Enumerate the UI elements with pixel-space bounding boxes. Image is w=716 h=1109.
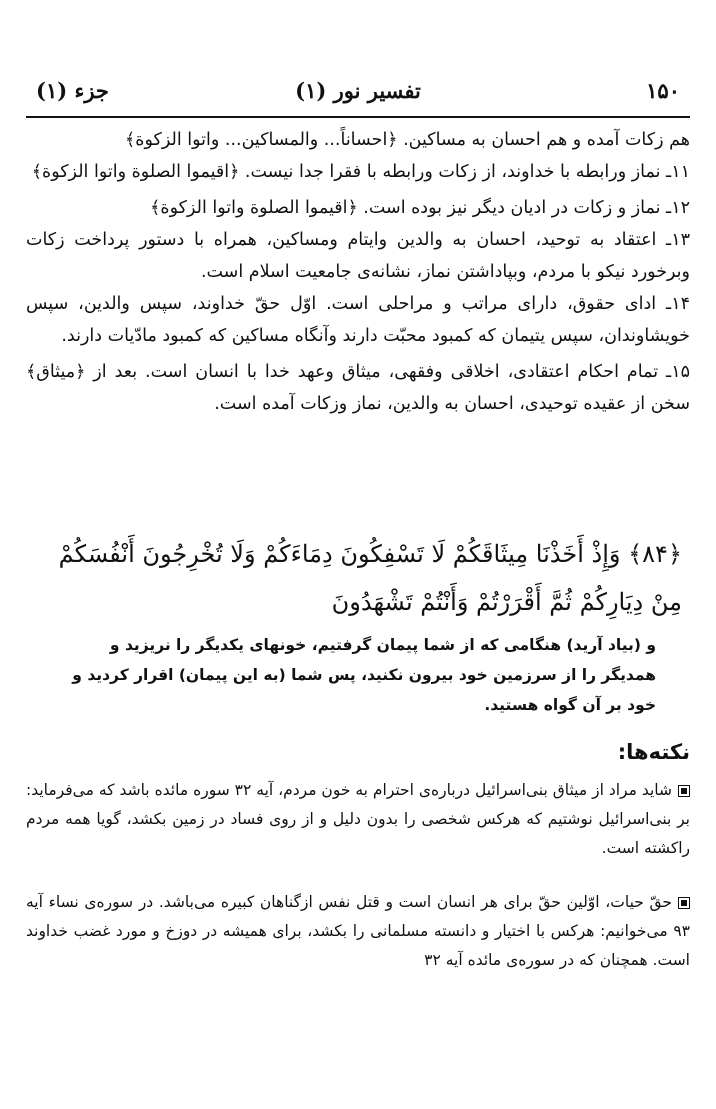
note-item xyxy=(26,888,690,975)
verse-line: ﴿۸۴﴾ وَإِذْ أَخَذْنَا مِيثَاقَكُمْ لَا تَسْفِكُونَ دِمَاءَكُمْ وَلَا تُخْرِجُونَ أَنْفُسَكُمْ xyxy=(58,540,682,568)
paragraph: ۱۴ـ ادای حقوق، دارای مراتب و مراحلی است. اوّل حقّ خداوند، سپس والدین، سپس خویشاوندان، سپس یتیمان که کمبود محبّت دارند وآنگاه مساکین که کمبود مادّیات دارند. xyxy=(26,294,690,346)
book-title: تفسیر نور (۱) xyxy=(295,78,421,103)
page-number: ۱۵۰ xyxy=(646,78,680,103)
notes-heading: نکته‌ها: xyxy=(617,740,690,764)
verse-line: مِنْ دِيَارِكُمْ ثُمَّ أَقْرَرْتُمْ وَأَنْتُمْ تَشْهَدُونَ xyxy=(331,588,682,616)
paragraph: ۱۳ـ اعتقاد به توحید، احسان به والدین وایتام ومساکین، همراه با دستور پرداخت زکات وبرخورد نیکو با مردم، وبپاداشتن نماز، نشانه‌ی جامعیت اسلام است. xyxy=(26,230,690,282)
note-item xyxy=(26,776,690,863)
page-header xyxy=(26,78,690,110)
paragraph: ۱۵ـ تمام احکام اعتقادی، اخلاقی وفقهی، میثاق وعهد خدا با انسان است. بعد از ﴿میثاق﴾ سخن از عقیده توحیدی، احسان به والدین، نماز وزکات آمده است. xyxy=(26,362,690,414)
note-text: شاید مراد از میثاق بنی‌اسرائیل درباره‌ی احترام به خون مردم، آیه ۳۲ سوره مائده باشد که می‌فرماید: بر بنی‌اسرائیل نوشتیم که هرکس شخصی را بدون دلیل و از روی فساد در زمین بکشد، گویا همه مردم راکشته است. xyxy=(26,781,690,857)
paragraph-block xyxy=(26,124,690,420)
paragraph: ۱۲ـ نماز و زکات در ادیان دیگر نیز بوده است. ﴿اقیموا الصلوة واتوا الزکوة﴾ xyxy=(150,198,690,218)
square-bullet-icon xyxy=(678,785,690,797)
paragraph: ۱۱ـ نماز ورابطه با خداوند، از زکات ورابطه با فقرا جدا نیست. ﴿اقیموا الصلوة واتوا الزکوة﴾ xyxy=(31,162,690,182)
part-label: جزء (۱) xyxy=(36,78,109,103)
header-rule xyxy=(26,116,690,118)
quran-verse xyxy=(32,530,682,626)
square-bullet-icon xyxy=(678,897,690,909)
paragraph: هم زکات آمده و هم احسان به مساکین. ﴿احساناً... والمساکین... واتوا الزکوة﴾ xyxy=(125,130,690,150)
note-text: حقّ حیات، اوّلین حقّ برای هر انسان است و قتل نفس ازگناهان کبیره می‌باشد. در سوره‌ی نساء آیه ۹۳ می‌خوانیم: هرکس با اختیار و دانسته مسلمانی را بکشد، برای همیشه در دوزخ و مورد غضب خداوند است. همچنان که در سوره‌ی مائده آیه ۳۲ xyxy=(26,893,690,969)
verse-translation: و (بیاد آرید) هنگامی که از شما پیمان گرفتیم، خونهای یکدیگر را نریزید و همدیگر را از سرزمین خود بیرون نکنید، پس شما (به این پیمان) اقرار کردید و خود بر آن گواه هستید. xyxy=(72,636,656,714)
